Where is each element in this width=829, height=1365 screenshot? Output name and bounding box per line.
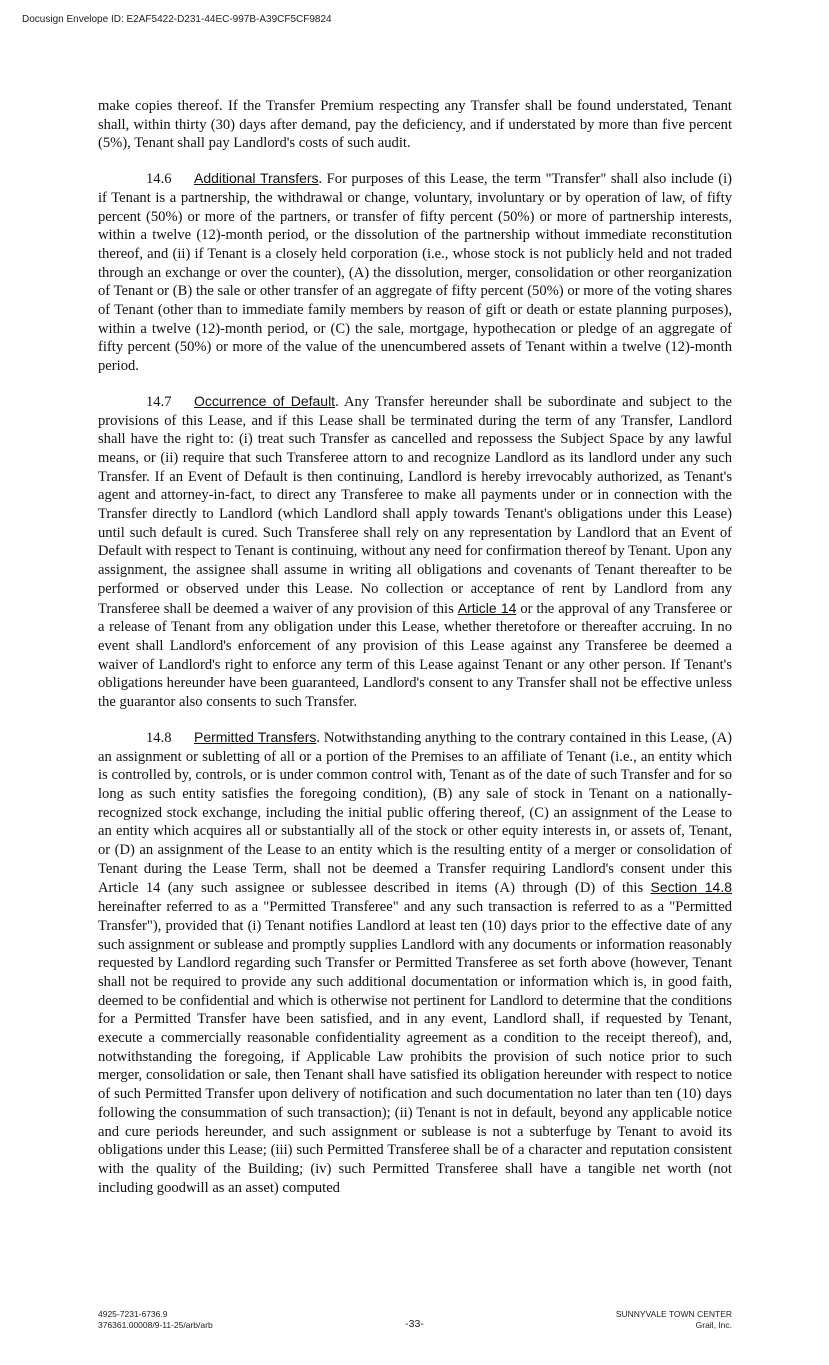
page-number: -33- <box>405 1318 424 1330</box>
section-number: 14.7 <box>146 393 172 410</box>
section-text: . For purposes of this Lease, the term "Transfer" shall also include (i) if Tenant is a partnership, the withdrawal or change, voluntary, involuntary or by operation of law, of fifty percent (50%) or more of the partners, or transfer of fifty percent (50%) or more of partnership interests, within a twelve (12)-month period, or the dissolution of the partnership without immediate reconstitution thereof, and (ii) if Tenant is a closely held corporation (i.e., whose stock is not publicly held and not traded through an exchange or over the counter), (A) the dissolution, merger, consolidation or other reorganization of Tenant or (B) the sale or other transfer of an aggregate of fifty percent (50%) or more of the voting shares of Tenant (other than to immediate family members by reason of gift or death or estate planning purposes), within a twelve (12)-month period, or (C) the sale, mortgage, hypothecation or pledge of an aggregate of fifty percent (50%) or more of the value of the unencumbered assets of Tenant within a twelve (12)-month period. <box>98 171 732 375</box>
envelope-id: Docusign Envelope ID: E2AF5422-D231-44EC-997B-A39CF5CF9824 <box>22 14 332 25</box>
cross-reference: Article 14 <box>457 599 517 616</box>
footer-right <box>616 1309 732 1331</box>
section-14-6 <box>98 169 732 376</box>
document-body <box>98 97 732 1213</box>
section-14-8 <box>98 728 732 1198</box>
file-reference: 376361.00008/9-11-25/arb/arb <box>98 1320 213 1330</box>
section-number: 14.6 <box>146 171 172 188</box>
section-heading: Occurrence of Default <box>194 392 336 409</box>
doc-number: 4925-7231-6736.9 <box>98 1309 168 1319</box>
section-14-7 <box>98 392 732 712</box>
paragraph-continuation <box>98 97 732 153</box>
section-text: . Notwithstanding anything to the contrary contained in this Lease, (A) an assignment or subletting of all or a portion of the Premises to an affiliate of Tenant (i.e., an entity which is controlled by, controls, or is under common control with, Tenant as of the date of such Transfer and for so long as such entity satisfies the foregoing condition), (B) any sale of stock in Tenant on a nationally-recognized stock exchange, including the initial public offering thereof, (C) an assignment of the Lease to an entity which acquires all or substantially all of the stock or other equity interests in, or assets of, Tenant, or (D) an assignment of the Lease to an entity which is the resulting entity of a merger or consolidation of Tenant during the Lease Term, shall not be deemed a Transfer requiring Landlord's consent under this Article 14 (any such assignee or sublessee described in items (A) through (D) of this <box>98 729 732 897</box>
section-text: or the approval of any Transferee or a release of Tenant from any obligation under this Lease, whether theretofore or thereafter accruing. In no event shall Landlord's enforcement of any provision of this Lease against any Transferee be deemed a waiver of Landlord's right to enforce any term of this Lease against Tenant or any other person. If Tenant's obligations hereunder have been guaranteed, Landlord's consent to any Transfer shall not be effective unless the guarantor also consents to such Transfer. <box>98 600 733 711</box>
section-number: 14.8 <box>146 729 172 746</box>
section-text: . Any Transfer hereunder shall be subordinate and subject to the provisions of this Lease, and if this Lease shall be terminated during the term of any Transfer, Landlord shall have the right to: (i) treat such Transfer as cancelled and repossess the Subject Space by any lawful means, or (ii) require that such Transferee attorn to and recognize Landlord as its landlord under any such Transfer. If an Event of Default is then continuing, Landlord is hereby irrevocably authorized, as Tenant's agent and attorney-in-fact, to direct any Transferee to make all payments under or in connection with the Transfer directly to Landlord (which Landlord shall apply towards Tenant's obligations under this Lease) until such default is cured. Such Transferee shall rely on any representation by Landlord that an Event of Default with respect to Tenant is continuing, without any need for confirmation thereof by Tenant. Upon any assignment, the assignee shall assume in writing all obligations and covenants of Tenant thereafter to be performed or observed under this Lease. No collection or acceptance of rent by Landlord from any Transferee shall be deemed a waiver of any provision of this <box>98 393 733 617</box>
project-name: SUNNYVALE TOWN CENTER <box>615 1309 732 1319</box>
paragraph-text: make copies thereof. If the Transfer Premium respecting any Transfer shall be found understated, Tenant shall, within thirty (30) days after demand, pay the deficiency, and if understated by more than five percent (5%), Tenant shall pay Landlord's costs of such audit. <box>98 98 732 152</box>
cross-reference: Section 14.8 <box>650 879 732 896</box>
section-heading: Additional Transfers <box>194 170 319 187</box>
section-heading: Permitted Transfers <box>194 728 317 745</box>
section-text: hereinafter referred to as a "Permitted Transferee" and any such transaction is referred to as a "Permitted Transfer"), provided that (i) Tenant notifies Landlord at least ten (10) days prior to the effective date of any such assignment or sublease and promptly supplies Landlord with any documents or information reasonably requested by Landlord regarding such Transfer or Permitted Transferee as set forth above (however, Tenant shall not be required to provide any such additional documentation or information which is, in good faith, deemed to be confidential and which is otherwise not pertinent for Landlord to determine that the conditions for a Permitted Transfer have been satisfied, and in any event, Landlord shall, if requested by Tenant, execute a commercially reasonable confidentiality agreement as a condition to the receipt thereof), and, notwithstanding the foregoing, if Applicable Law prohibits the provision of such notice prior to such merger, consolidation or sale, then Tenant shall have satisfied its obligation hereunder with respect to notice of such Permitted Transfer upon delivery of notification and such documentation no later than ten (10) days following the consummation of such transaction); (ii) Tenant is not in default, beyond any applicable notice and cure periods hereunder, and such assignment or sublease is not a subterfuge by Tenant to avoid its obligations under this Lease; (iii) such Permitted Transferee shall be of a character and reputation consistent with the quality of the Building; (iv) such Permitted Transferee shall have a tangible net worth (not including goodwill as an asset) computed <box>98 899 732 1196</box>
tenant-name: Grail, Inc. <box>695 1320 732 1330</box>
